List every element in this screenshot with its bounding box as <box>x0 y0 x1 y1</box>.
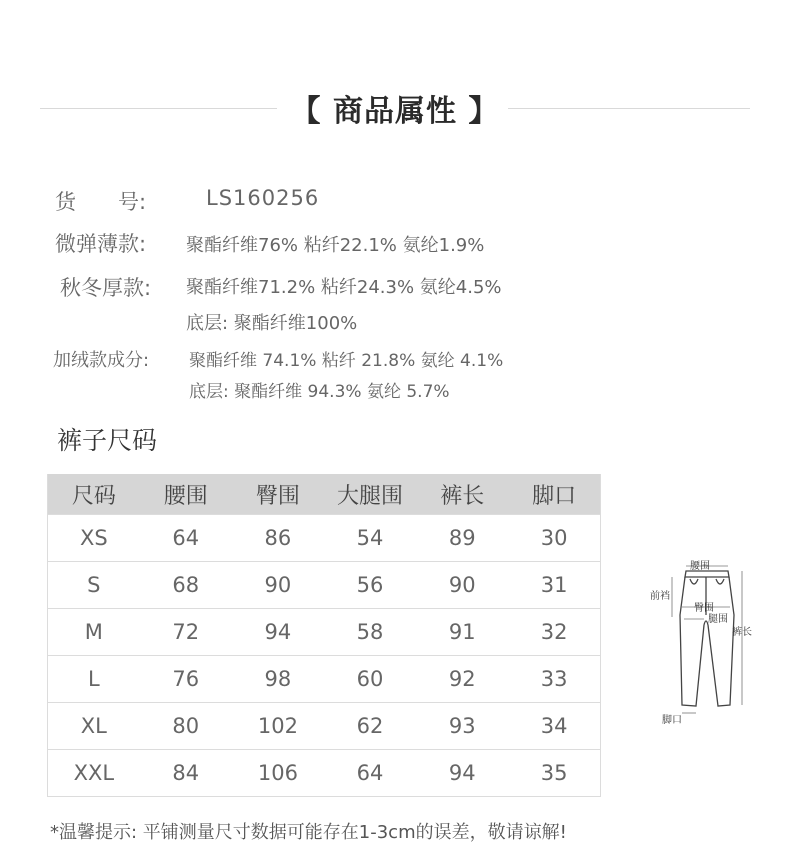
pants-outline-icon <box>642 555 762 735</box>
table-cell: S <box>48 562 140 609</box>
table-cell: 56 <box>324 562 416 609</box>
size-section-title: 裤子尺码 <box>57 426 158 455</box>
table-cell: 62 <box>324 703 416 750</box>
fleece-style-bottom-layer: 底层: 聚酯纤维 94.3% 氨纶 5.7% <box>189 382 450 402</box>
header-hem: 脚口 <box>508 474 600 515</box>
table-cell: 68 <box>140 562 232 609</box>
thin-style-label: 微弹薄款: <box>55 232 147 256</box>
table-cell: 31 <box>508 562 600 609</box>
table-row <box>48 750 601 797</box>
size-table-header-row <box>48 474 601 515</box>
table-cell: 84 <box>140 750 232 797</box>
header-rule-left <box>40 108 277 109</box>
pants-measurement-diagram <box>642 555 762 735</box>
table-row <box>48 656 601 703</box>
table-cell: 94 <box>232 609 324 656</box>
diagram-label-front-rise: 前裆 <box>650 591 670 602</box>
fleece-style-composition: 聚酯纤维 74.1% 粘纤 21.8% 氨纶 4.1% <box>189 351 504 371</box>
winter-style-label: 秋冬厚款: <box>60 276 152 300</box>
winter-style-composition: 聚酯纤维71.2% 粘纤24.3% 氨纶4.5% <box>186 277 502 298</box>
table-cell: 90 <box>232 562 324 609</box>
table-cell: 86 <box>232 515 324 562</box>
table-cell: 90 <box>416 562 508 609</box>
header-rule-right <box>508 108 750 109</box>
item-no-value: LS160256 <box>206 186 320 210</box>
header-hip: 臀围 <box>232 474 324 515</box>
diagram-label-length: 裤长 <box>732 627 752 638</box>
table-cell: 80 <box>140 703 232 750</box>
item-no-label: 货 号: <box>55 190 147 214</box>
diagram-label-hem: 脚口 <box>662 715 682 726</box>
header-length: 裤长 <box>416 474 508 515</box>
table-cell: XS <box>48 515 140 562</box>
table-cell: L <box>48 656 140 703</box>
page-title: 【 商品属性 】 <box>290 94 500 129</box>
table-cell: 102 <box>232 703 324 750</box>
table-cell: 91 <box>416 609 508 656</box>
header-waist: 腰围 <box>140 474 232 515</box>
winter-style-bottom-layer: 底层: 聚酯纤维100% <box>186 313 358 334</box>
table-row <box>48 515 601 562</box>
table-cell: 93 <box>416 703 508 750</box>
table-cell: 64 <box>140 515 232 562</box>
table-row <box>48 703 601 750</box>
table-cell: 72 <box>140 609 232 656</box>
header-size: 尺码 <box>48 474 140 515</box>
table-row <box>48 562 601 609</box>
table-cell: XXL <box>48 750 140 797</box>
table-cell: 60 <box>324 656 416 703</box>
table-cell: 64 <box>324 750 416 797</box>
measurement-disclaimer: *温馨提示: 平铺测量尺寸数据可能存在1-3cm的误差，敬请谅解! <box>50 822 567 843</box>
table-cell: 34 <box>508 703 600 750</box>
header-thigh: 大腿围 <box>324 474 416 515</box>
diagram-label-waist: 腰围 <box>690 561 710 572</box>
thin-style-composition: 聚酯纤维76% 粘纤22.1% 氨纶1.9% <box>186 235 485 256</box>
diagram-label-hip: 臀围 <box>694 603 714 614</box>
table-cell: 54 <box>324 515 416 562</box>
table-cell: 33 <box>508 656 600 703</box>
table-cell: 89 <box>416 515 508 562</box>
table-cell: 35 <box>508 750 600 797</box>
table-cell: 94 <box>416 750 508 797</box>
table-cell: XL <box>48 703 140 750</box>
table-cell: 30 <box>508 515 600 562</box>
fleece-style-label: 加绒款成分: <box>53 350 150 371</box>
size-table <box>47 474 601 797</box>
table-cell: M <box>48 609 140 656</box>
table-cell: 58 <box>324 609 416 656</box>
table-row <box>48 609 601 656</box>
table-cell: 92 <box>416 656 508 703</box>
table-cell: 32 <box>508 609 600 656</box>
table-cell: 106 <box>232 750 324 797</box>
table-cell: 76 <box>140 656 232 703</box>
table-cell: 98 <box>232 656 324 703</box>
diagram-label-thigh: 腿围 <box>708 614 728 625</box>
